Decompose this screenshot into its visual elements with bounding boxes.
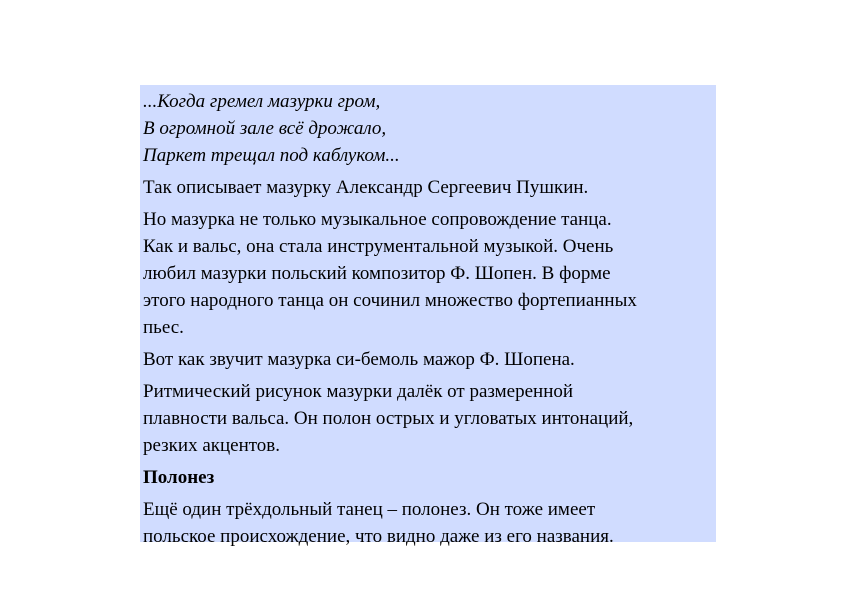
- paragraph-line: польское происхождение, что видно даже из его названия.: [143, 526, 614, 547]
- paragraph-line: Как и вальс, она стала инструментальной музыкой. Очень: [143, 236, 614, 257]
- paragraph-rhythm: [143, 378, 713, 459]
- paragraph-line: Но мазурка не только музыкальное сопровождение танца.: [143, 209, 612, 230]
- poem-quote: [143, 88, 713, 169]
- paragraph-polonaise: [143, 496, 713, 550]
- paragraph-pushkin: Так описывает мазурку Александр Сергеевич Пушкин.: [143, 177, 589, 198]
- paragraph-line: плавности вальса. Он полон острых и угловатых интонаций,: [143, 408, 634, 429]
- paragraph-line: Ритмический рисунок мазурки далёк от размеренной: [143, 381, 574, 402]
- section-heading-polonaise: Полонез: [143, 467, 215, 488]
- paragraph-how-it-sounds: Вот как звучит мазурка си-бемоль мажор Ф. Шопена.: [143, 349, 575, 370]
- text-box: [140, 85, 716, 547]
- poem-line-2: В огромной зале всё дрожало,: [143, 118, 387, 139]
- paragraph-line: пьес.: [143, 317, 184, 338]
- paragraph-line: Ещё один трёхдольный танец – полонез. Он тоже имеет: [143, 499, 596, 520]
- paragraph-mazurka-chopin: [143, 206, 713, 341]
- poem-line-3: Паркет трещал под каблуком...: [143, 145, 400, 166]
- poem-line-1: ...Когда гремел мазурки гром,: [143, 91, 381, 112]
- paragraph-line: этого народного танца он сочинил множество фортепианных: [143, 290, 637, 311]
- paragraph-line: любил мазурки польский композитор Ф. Шопен. В форме: [143, 263, 611, 284]
- paragraph-line: резких акцентов.: [143, 435, 281, 456]
